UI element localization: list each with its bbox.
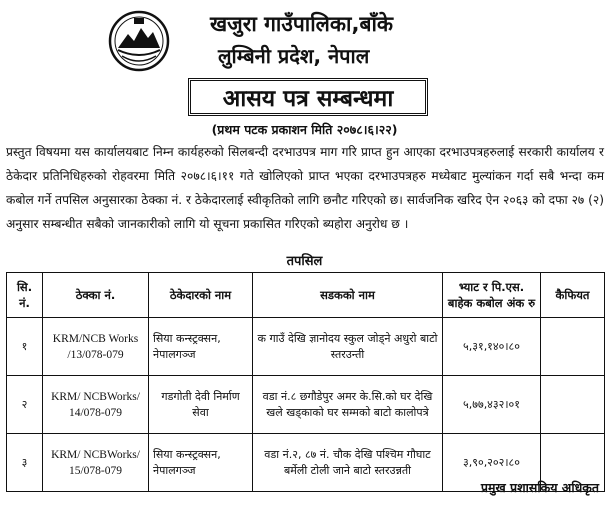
header-remarks: कैफियत <box>541 273 605 318</box>
award-table <box>6 272 604 492</box>
tapsil-heading: तपसिल <box>286 254 323 269</box>
province-name: लुम्बिनी प्रदेश, नेपाल <box>218 44 370 68</box>
cell-remarks <box>541 318 605 376</box>
cell-sn: १ <box>7 318 43 376</box>
cell-contract-no: KRM/NCB Works /13/078-079 <box>43 318 149 376</box>
signature-title: प्रमुख प्रशासकिय अधिकृत <box>480 480 599 495</box>
header-contract-no: ठेक्का नं. <box>43 273 149 318</box>
cell-contract-no: KRM/ NCBWorks/ 14/078-079 <box>43 376 149 434</box>
office-name: खजुरा गाउँपालिका,बाँके <box>210 12 394 36</box>
cell-sn: ३ <box>7 434 43 492</box>
table-row <box>7 318 605 376</box>
cell-amount: ३,९०,२०२।८० <box>443 434 541 492</box>
notice-body: प्रस्तुत विषयमा यस कार्यालयबाट निम्न कार्यहरुको सिलबन्दी दरभाउपत्र माग गरि प्राप्त हुन आएका दरभाउपत्रहरुलाई सरकारी कार्यालय र ठेकेदार प्रतिनिधिहरुको रोहवरमा मिति २०७८।६।११ गते खोलिएको प्राप्त भएका दरभाउपत्रहरु मध्येबाट मुल्यांकन गर्दा सबै भन्दा कम कबोल गर्ने तपसिल अनुसारका ठेक्का नं. र ठेकेदारलाई स्वीकृतिको लागि छनौट गरिएको छ। सार्वजनिक खरिद ऐन २०६३ को दफा २७ (२) अनुसार सम्बन्धीत सबैको जानकारीको लागि यो सूचना प्रकासित गरिएको ब्यहोरा अनुरोध छ । <box>6 145 604 231</box>
header-amount: भ्याट र पि.एस. बाहेक कबोल अंक रु <box>443 273 541 318</box>
notice-title-banner <box>188 78 428 116</box>
cell-amount: ५,३१,१४०।८० <box>443 318 541 376</box>
cell-contractor: सिया कन्स्ट्रक्सन, नेपालगञ्ज <box>149 318 253 376</box>
cell-sn: २ <box>7 376 43 434</box>
table-row <box>7 376 605 434</box>
table-header-row <box>7 273 605 318</box>
cell-contract-no: KRM/ NCBWorks/ 15/078-079 <box>43 434 149 492</box>
header-sn: सि. नं. <box>7 273 43 318</box>
cell-contractor: सिया कन्स्ट्रक्सन, नेपालगञ्ज <box>149 434 253 492</box>
header-contractor: ठेकेदारको नाम <box>149 273 253 318</box>
nepal-emblem-icon <box>108 10 170 72</box>
cell-road: वडा नं.२, ८७ नं. चौक देखि पश्चिम गौघाट बर्मेली टोली जाने बाटो स्तरउन्नती <box>253 434 443 492</box>
publication-date: (प्रथम पटक प्रकाशन मिति २०७८।६।२२) <box>211 122 398 137</box>
cell-road: क गाउँ देखि ज्ञानोदय स्कुल जोड्ने अधुरो बाटो स्तरउन्ती <box>253 318 443 376</box>
cell-amount: ५,७७,४३२।०१ <box>443 376 541 434</box>
header-road: सडकको नाम <box>253 273 443 318</box>
cell-remarks <box>541 376 605 434</box>
cell-road: वडा नं.८ छगौडेपुर अमर के.सि.को घर देखि खले खड्काको घर सम्मको बाटो कालोपत्रे <box>253 376 443 434</box>
notice-title: आसय पत्र सम्बन्धमा <box>222 86 394 112</box>
cell-contractor: गडगोती देवी निर्माण सेवा <box>149 376 253 434</box>
